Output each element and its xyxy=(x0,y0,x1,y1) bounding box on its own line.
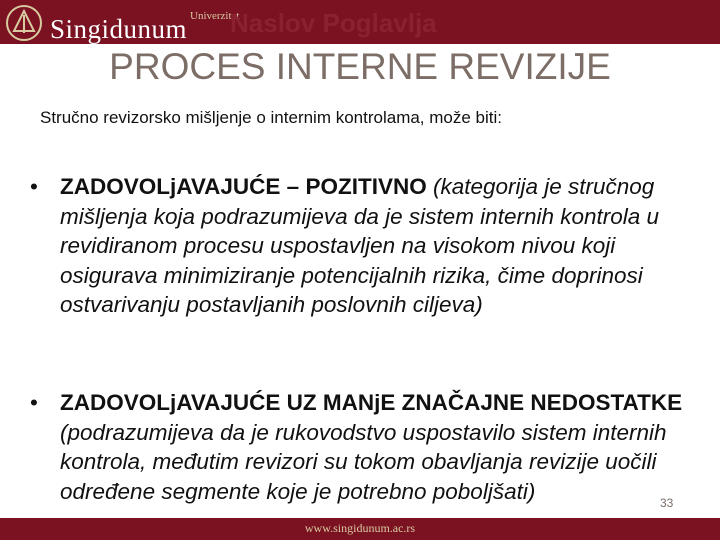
bullet-icon: • xyxy=(30,390,38,415)
header-bar xyxy=(0,0,720,44)
bullet-heading: ZADOVOLjAVAJUĆE UZ MANjE ZNAČAJNE NEDOSTATKE xyxy=(60,390,683,415)
bullet-item xyxy=(30,172,710,320)
bullet-icon: • xyxy=(30,174,38,199)
brand-name: Singidunum xyxy=(50,14,188,44)
university-logo-icon xyxy=(2,3,48,43)
page-number: 33 xyxy=(660,496,674,510)
bullet-text xyxy=(60,172,710,320)
bullet-item xyxy=(30,388,710,506)
slide-subtitle: Stručno revizorsko mišljenje o internim kontrolama, može biti: xyxy=(40,108,503,127)
footer-url: www.singidunum.ac.rs xyxy=(304,521,416,535)
bullet-text xyxy=(60,388,710,506)
brand-small-text: Univerzitet xyxy=(190,10,240,22)
header-ghost-text: Naslov Poglavlja xyxy=(230,8,437,38)
bullet-description: (kategorija je stručnog mišljenja koja podrazumijeva da je sistem internih kontrola u revidiranom procesu uspostavljen na visokom nivou koji osigurava minimiziranje potencijalnih rizika, čime doprinosi ostvarivanju postavljanih poslovnih ciljeva) xyxy=(60,174,660,317)
footer-bar xyxy=(0,518,720,540)
bullet-description: (podrazumijeva da je rukovodstvo uspostavilo sistem internih kontrola, međutim revizori su tokom obavljanja revizije uočili određene segmente koje je potrebno poboljšati) xyxy=(60,419,667,504)
bullet-heading: ZADOVOLjAVAJUĆE – POZITIVNO xyxy=(60,174,427,199)
slide-title: PROCES INTERNE REVIZIJE xyxy=(109,46,611,87)
